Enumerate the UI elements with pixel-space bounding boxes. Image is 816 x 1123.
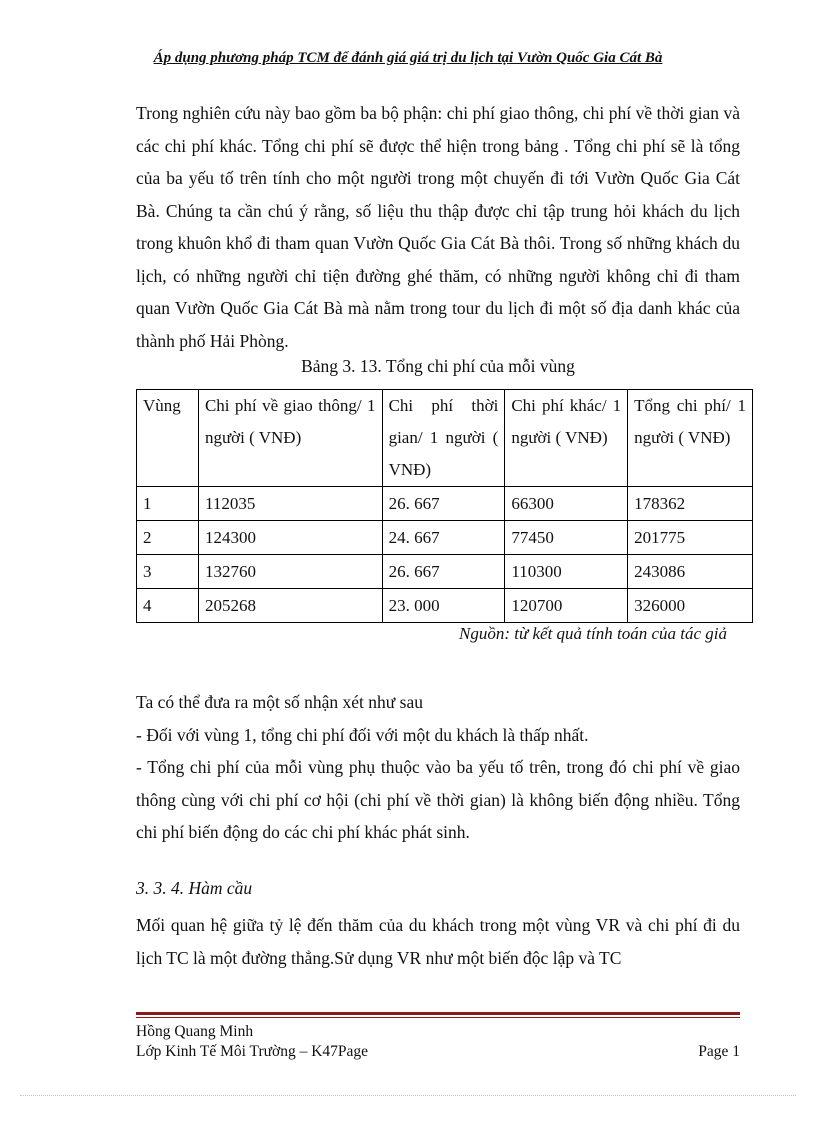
- table-row: [137, 487, 753, 521]
- table-row: [137, 589, 753, 623]
- table-header-cell: Vùng: [137, 390, 199, 487]
- cost-table: [136, 389, 753, 623]
- table-cell: 77450: [505, 521, 628, 555]
- table-header-cell: Tổng chi phí/ 1 người ( VNĐ): [628, 390, 753, 487]
- table-header-cell: Chi phí về giao thông/ 1 người ( VNĐ): [198, 390, 382, 487]
- section-heading: 3. 3. 4. Hàm cầu: [136, 878, 253, 898]
- table-cell: 178362: [628, 487, 753, 521]
- table-cell: 26. 667: [382, 487, 505, 521]
- table-caption: Bảng 3. 13. Tổng chi phí của mỗi vùng: [301, 356, 575, 376]
- table-cell: 4: [137, 589, 199, 623]
- table-header-cell: Chi phí thời gian/ 1 người ( VNĐ): [382, 390, 505, 487]
- intro-paragraph: Trong nghiên cứu này bao gồm ba bộ phận: chi phí giao thông, chi phí về thời gian và các chi phí khác. Tổng chi phí sẽ được thể hiện trong bảng . Tổng chi phí sẽ là tổng của ba yếu tố trên tính cho một người trong một chuyến đi tới Vườn Quốc Gia Cát Bà. Chúng ta cần chú ý rằng, số liệu thu thập được chỉ tập trung hỏi khách du lịch trong khuôn khổ đi tham quan Vườn Quốc Gia Cát Bà thôi. Trong số những khách du lịch, có những người chỉ tiện đường ghé thăm, có những người không chỉ đi tham quan Vườn Quốc Gia Cát Bà mà nằm trong tour du lịch đi một số địa danh khác của thành phố Hải Phòng.: [136, 103, 740, 351]
- footer-author: Hồng Quang Minh: [136, 1023, 254, 1040]
- table-cell: 110300: [505, 555, 628, 589]
- page-footer: [136, 1022, 740, 1062]
- table-header-row: [137, 390, 753, 487]
- footer-page-number: Page 1: [698, 1043, 740, 1060]
- footer-class: Lớp Kinh Tế Môi Trường – K47Page: [136, 1043, 369, 1060]
- table-cell: 124300: [198, 521, 382, 555]
- table-cell: 205268: [198, 589, 382, 623]
- remark-item: - Tổng chi phí của mỗi vùng phụ thuộc vào ba yếu tố trên, trong đó chi phí về giao thông cùng với chi phí cơ hội (chi phí về thời gian) là không biến động nhiều. Tổng chi phí biến động do các chi phí khác phát sinh.: [136, 757, 740, 842]
- table-cell: 1: [137, 487, 199, 521]
- table-source-note: Nguồn: từ kết quả tính toán của tác giả: [458, 624, 727, 643]
- page-boundary-line: [20, 1095, 796, 1096]
- table-cell: 112035: [198, 487, 382, 521]
- table-row: [137, 521, 753, 555]
- table-cell: 2: [137, 521, 199, 555]
- remark-item: - Đối với vùng 1, tổng chi phí đối với một du khách là thấp nhất.: [136, 724, 589, 745]
- table-cell: 26. 667: [382, 555, 505, 589]
- table-header-cell: Chi phí khác/ 1 người ( VNĐ): [505, 390, 628, 487]
- table-cell: 66300: [505, 487, 628, 521]
- table-cell: 23. 000: [382, 589, 505, 623]
- table-cell: 201775: [628, 521, 753, 555]
- table-cell: 120700: [505, 589, 628, 623]
- table-cell: 3: [137, 555, 199, 589]
- footer-divider-thin: [136, 1017, 740, 1018]
- section-paragraph: Mối quan hệ giữa tỷ lệ đến thăm của du khách trong một vùng VR và chi phí đi du lịch TC là một đường thẳng.Sử dụng VR như một biến độc lập và TC: [136, 915, 740, 968]
- table-cell: 326000: [628, 589, 753, 623]
- table-row: [137, 555, 753, 589]
- table-cell: 132760: [198, 555, 382, 589]
- table-cell: 24. 667: [382, 521, 505, 555]
- remarks-block: [136, 686, 740, 849]
- table-cell: 243086: [628, 555, 753, 589]
- page-header-title: Áp dụng phương pháp TCM để đánh giá giá trị du lịch tại Vườn Quốc Gia Cát Bà: [153, 50, 663, 66]
- footer-second-line: [136, 1042, 740, 1062]
- remarks-intro: Ta có thể đưa ra một số nhận xét như sau: [136, 692, 423, 712]
- footer-divider-thick: [136, 1012, 740, 1015]
